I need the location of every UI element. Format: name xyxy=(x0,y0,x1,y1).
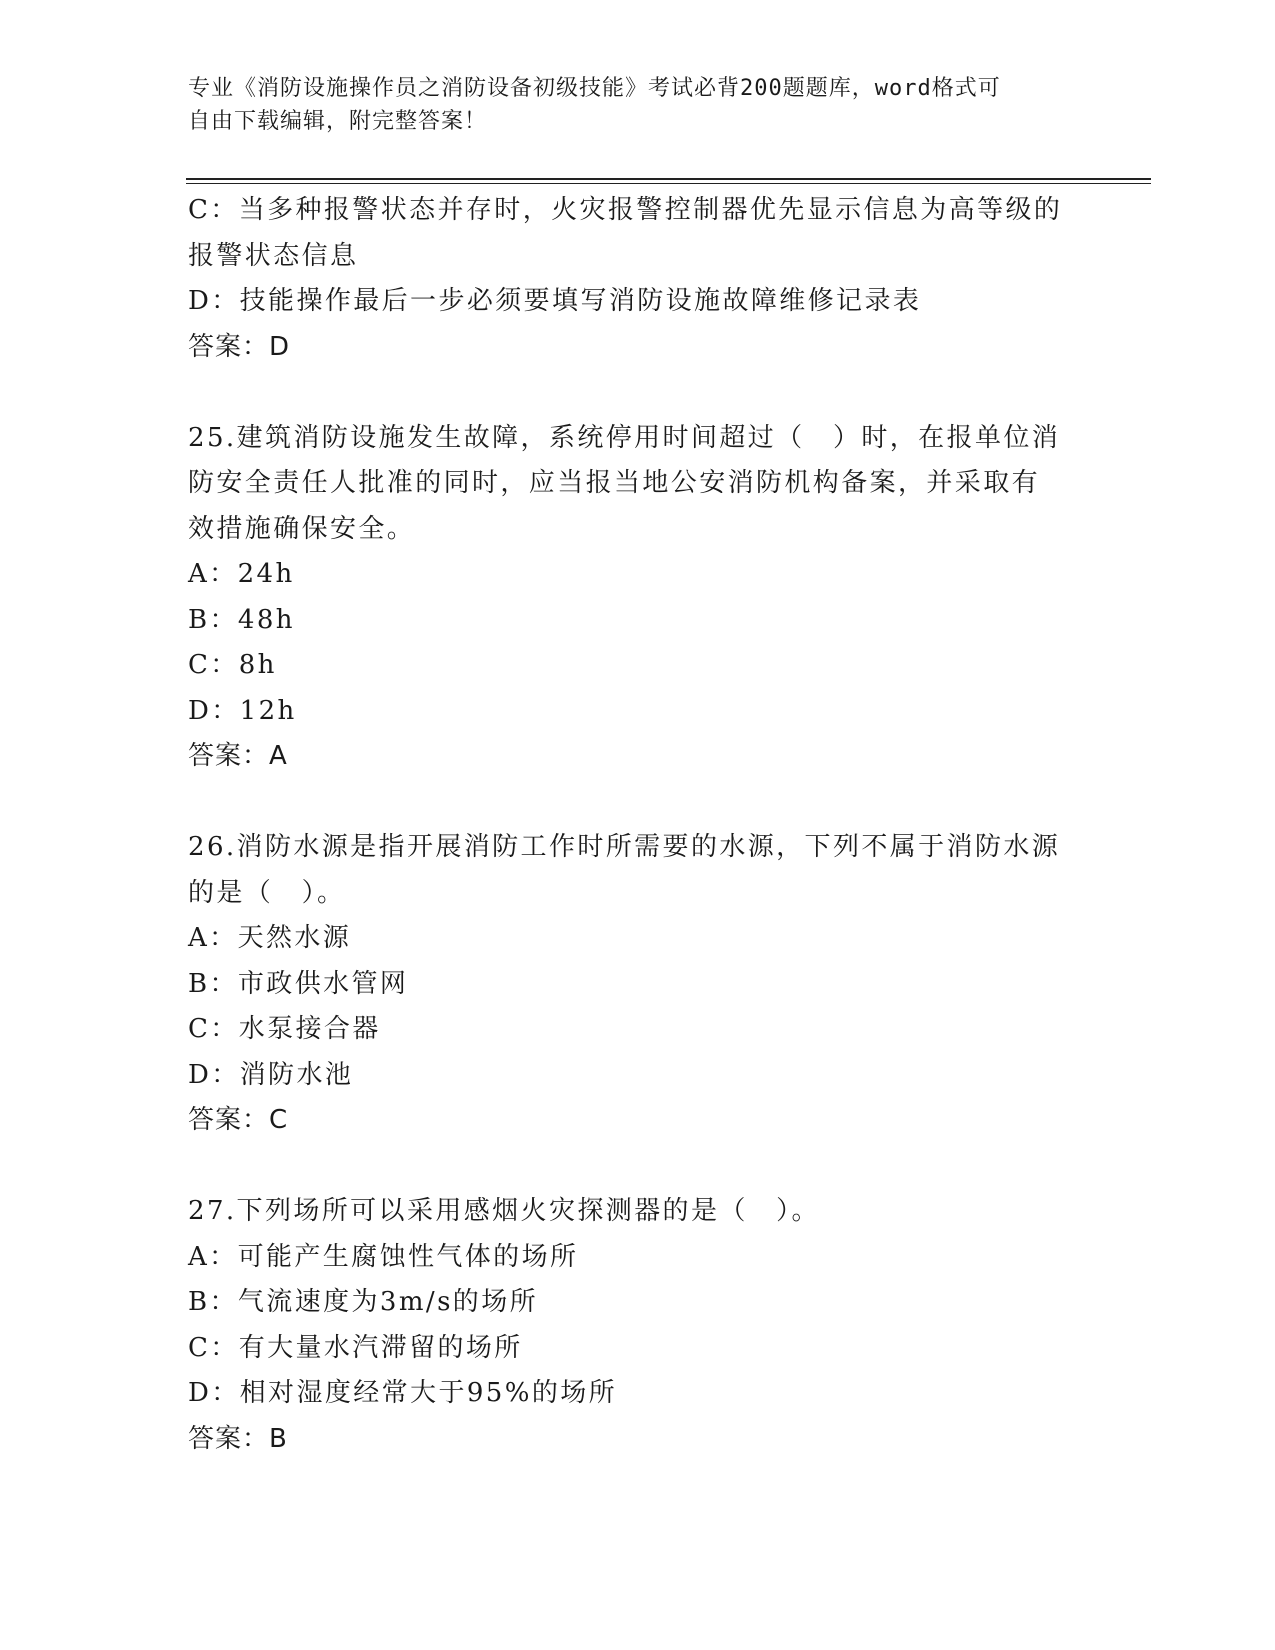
option-a: A：天然水源 xyxy=(188,923,352,953)
option-d: D：相对湿度经常大于95%的场所 xyxy=(188,1378,618,1408)
question-25 xyxy=(188,416,1088,780)
option-a: A：可能产生腐蚀性气体的场所 xyxy=(188,1241,579,1272)
question-stem-continued: 防安全责任人批准的同时，应当报当地公安消防机构备案，并采取有 xyxy=(188,468,1041,498)
answer: 答案：B xyxy=(188,1423,288,1454)
option-b: B：市政供水管网 xyxy=(188,968,409,999)
document-body xyxy=(188,188,1088,1462)
answer: 答案：D xyxy=(188,331,291,362)
header-line-2: 自由下载编辑，附完整答案！ xyxy=(188,109,488,134)
question-24-continued xyxy=(188,188,1088,370)
option-c-continued: 报警状态信息 xyxy=(188,240,359,271)
question-26 xyxy=(188,825,1088,1144)
question-stem: 27.下列场所可以采用感烟火灾探测器的是（ ）。 xyxy=(188,1196,820,1226)
option-d: D：12h xyxy=(188,695,297,726)
document-header xyxy=(188,72,1078,138)
question-stem: 25.建筑消防设施发生故障，系统停用时间超过（ ）时，在报单位消 xyxy=(188,422,1061,453)
option-b: B：气流速度为3m/s的场所 xyxy=(188,1287,539,1317)
option-b: B：48h xyxy=(188,604,295,635)
option-c: C：有大量水汽滞留的场所 xyxy=(188,1332,523,1363)
header-divider-thick xyxy=(186,178,1151,180)
question-27 xyxy=(188,1189,1088,1462)
spacer xyxy=(188,1144,1088,1190)
option-d: D：消防水池 xyxy=(188,1059,354,1090)
answer: 答案：C xyxy=(188,1105,289,1135)
question-stem: 26.消防水源是指开展消防工作时所需要的水源，下列不属于消防水源 xyxy=(188,832,1061,862)
header-divider-thin xyxy=(186,183,1151,184)
question-stem-continued: 效措施确保安全。 xyxy=(188,513,416,544)
option-c: C：水泵接合器 xyxy=(188,1014,381,1044)
option-c: C：当多种报警状态并存时，火灾报警控制器优先显示信息为高等级的 xyxy=(188,195,1063,225)
option-c: C：8h xyxy=(188,650,277,680)
option-a: A：24h xyxy=(188,559,295,589)
option-d: D：技能操作最后一步必须要填写消防设施故障维修记录表 xyxy=(188,286,922,316)
answer: 答案：A xyxy=(188,741,288,771)
spacer xyxy=(188,370,1088,416)
question-stem-continued: 的是（ ）。 xyxy=(188,877,346,908)
spacer xyxy=(188,780,1088,826)
header-line-1: 专业《消防设施操作员之消防设备初级技能》考试必背200题题库，word格式可 xyxy=(188,76,1001,101)
